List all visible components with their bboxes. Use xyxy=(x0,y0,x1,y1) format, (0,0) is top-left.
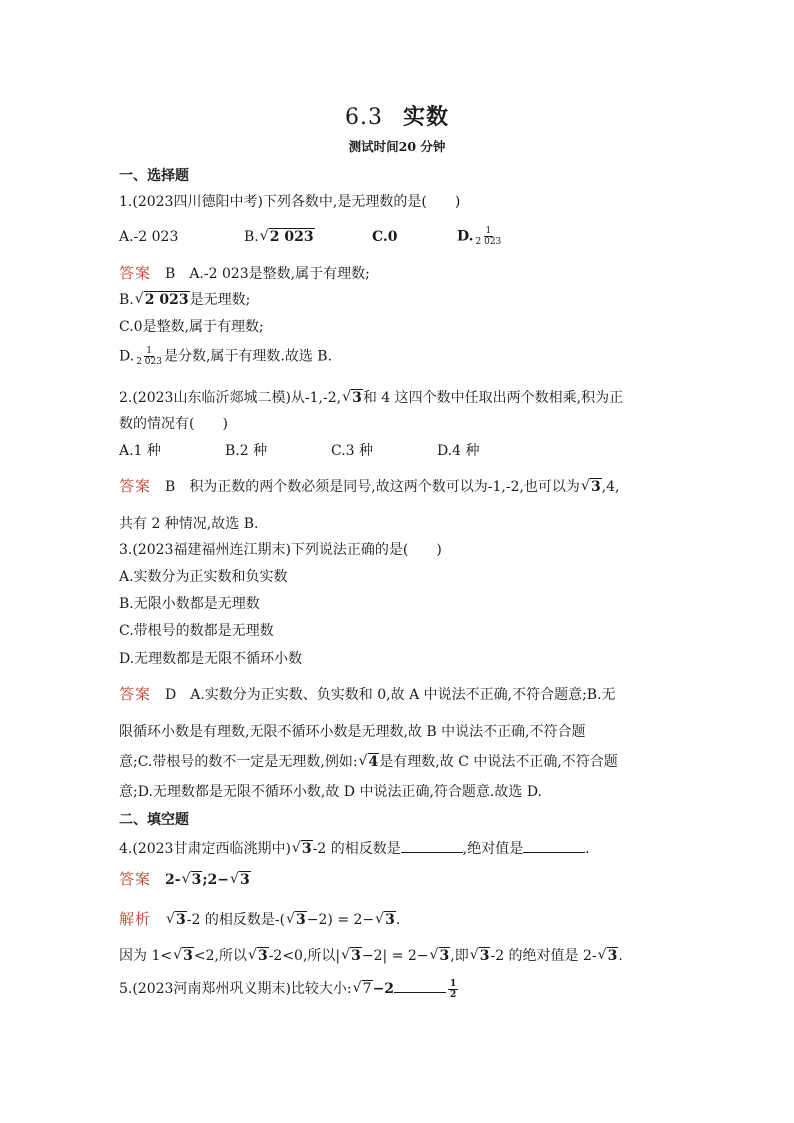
q4-analysis-line1 xyxy=(119,909,400,930)
sqrt-symbol xyxy=(248,946,269,966)
q1-answer-line4 xyxy=(119,346,332,367)
sqrt-symbol xyxy=(581,477,602,497)
q2-answer xyxy=(119,476,620,497)
q2-stem-part-b: 和 4 这四个数中任取出两个数相乘,积为正 xyxy=(362,390,624,406)
title-text: 实数 xyxy=(402,104,449,130)
radicand: 4 xyxy=(368,754,379,770)
q2-option-a: A.1 种 xyxy=(119,443,161,459)
q3-answer-line1: A.实数分为正实数、负实数和 0,故 A 中说法不正确,不符合题意;B.无 xyxy=(190,687,616,703)
fraction-denominator: 2 023 xyxy=(475,237,502,247)
fraction xyxy=(136,346,162,367)
sqrt-symbol xyxy=(260,227,315,247)
q1-option-c: C.0 xyxy=(372,228,398,245)
q1-answer-line3: C.0是整数,属于有理数; xyxy=(119,319,264,335)
radicand: 3 xyxy=(176,912,186,928)
q4-analysis-line2 xyxy=(119,946,623,966)
q4-analysis-part-a: -2 的相反数是-( xyxy=(186,912,286,928)
answer-label: 答案 xyxy=(119,477,152,495)
page-title xyxy=(0,100,794,131)
q3-answer-line2: 限循环小数是有理数,无限不循环小数是无理数,故 B 中说法不正确,不符合题 xyxy=(119,724,586,740)
radicand: 3 xyxy=(479,948,490,964)
q2-answer-part-b: ,4, xyxy=(601,479,620,495)
sqrt-symbol xyxy=(341,946,362,966)
sqrt-symbol xyxy=(342,388,363,408)
q3-option-d: D.无理数都是无限不循环小数 xyxy=(119,651,303,667)
q4-analysis-l2-d: −2| = 2− xyxy=(361,948,429,964)
q1-option-a: A.-2 023 xyxy=(119,228,179,245)
q5-stem-part-a: 5.(2023河南郑州巩义期末)比较大小: xyxy=(119,981,352,997)
q1-stem: 1.(2023四川德阳中考)下列各数中,是无理数的是( ) xyxy=(119,194,461,210)
q4-analysis-l2-a: 因为 1< xyxy=(119,948,173,964)
q3-answer xyxy=(119,684,616,705)
sqrt-symbol xyxy=(359,752,380,772)
q1-answer-line2 xyxy=(119,290,250,310)
sqrt-symbol xyxy=(598,946,619,966)
sqrt-symbol xyxy=(430,946,451,966)
sqrt-symbol xyxy=(375,910,396,930)
q1-option-b-radicand: 2 023 xyxy=(269,228,314,245)
q3-option-b: B.无限小数都是无理数 xyxy=(119,596,260,612)
fraction-numerator: 1 xyxy=(485,226,492,236)
q2-option-c: C.3 种 xyxy=(331,443,374,459)
radicand: 3 xyxy=(351,948,361,964)
section-heading-choice: 一、选择题 xyxy=(119,168,189,184)
q2-answer-part-a: 积为正数的两个数必须是同号,故这两个数可以为-1,-2,也可以为 xyxy=(189,479,580,495)
q1-answer-line2-prefix: B. xyxy=(119,292,134,308)
answer-blank-2[interactable] xyxy=(523,838,585,853)
q4-analysis-l2-g: . xyxy=(618,948,623,964)
answer-label: 答案 xyxy=(119,685,152,703)
q1-answer-line2-suffix: 是无理数; xyxy=(189,292,251,308)
q3-answer-line3-b: 是有理数,故 C 中说法不正确,不符合题 xyxy=(379,754,618,770)
q1-options xyxy=(119,226,503,247)
q1-option-d xyxy=(457,226,503,247)
fraction xyxy=(476,226,502,247)
q1-answer xyxy=(119,263,370,284)
q2-stem-line2: 数的情况有( ) xyxy=(119,416,228,432)
q4-stem-part-d: . xyxy=(585,841,590,857)
q1-option-d-prefix: D. xyxy=(457,228,474,245)
fraction-denominator: 2 023 xyxy=(136,357,162,367)
fraction-numerator: 1 xyxy=(450,978,457,989)
radicand: 3 xyxy=(239,872,250,888)
q1-answer-line1: A.-2 023是整数,属于有理数; xyxy=(189,266,370,282)
q4-analysis-part-b: −2) = 2− xyxy=(306,912,375,928)
fraction xyxy=(448,979,458,1000)
q4-stem-part-c: ,绝对值是 xyxy=(462,841,524,857)
sqrt-symbol xyxy=(173,946,194,966)
q3-answer-line3 xyxy=(119,752,618,772)
answer-blank-compare[interactable] xyxy=(394,978,446,993)
answer-blank-1[interactable] xyxy=(401,838,463,853)
sqrt-symbol xyxy=(166,910,187,930)
fraction-numerator: 1 xyxy=(146,346,152,356)
sqrt-symbol xyxy=(135,290,190,310)
q2-answer-line2: 共有 2 种情况,故选 B. xyxy=(119,516,259,532)
q4-analysis-l2-c: -2<0,所以| xyxy=(268,948,341,964)
radicand: 3 xyxy=(257,948,268,964)
q4-stem-part-a: 4.(2023甘肃定西临洮期中) xyxy=(119,841,291,857)
q5-stem xyxy=(119,978,460,1000)
radicand: 3 xyxy=(385,912,395,928)
q3-stem: 3.(2023福建福州连江期末)下列说法正确的是( ) xyxy=(119,542,442,558)
analysis-label: 解析 xyxy=(119,910,152,928)
q2-option-b: B.2 种 xyxy=(225,443,268,459)
section-heading-fill: 二、填空题 xyxy=(119,812,189,828)
radicand: 3 xyxy=(590,479,601,495)
q2-options xyxy=(119,441,480,461)
radicand: 3 xyxy=(183,948,193,964)
q2-stem-part-a: 2.(2023山东临沂郯城二模)从-1,-2, xyxy=(119,390,342,406)
radicand: 3 xyxy=(296,912,306,928)
q2-answer-letter: B xyxy=(165,479,176,495)
q3-answer-line4: 意;D.无理数都是无限不循环小数,故 D 中说法正确,符合题意.故选 D. xyxy=(119,784,542,800)
q4-analysis-l2-b: <2,所以 xyxy=(193,948,247,964)
q5-stem-part-b: −2 xyxy=(372,981,395,997)
answer-label: 答案 xyxy=(119,264,152,282)
q1-option-b xyxy=(244,227,372,247)
q2-stem-line1 xyxy=(119,388,623,408)
q3-answer-line3-a: 意;C.带根号的数不一定是无理数,例如: xyxy=(119,754,358,770)
q3-option-c: C.带根号的数都是无理数 xyxy=(119,623,274,639)
radicand: 3 xyxy=(191,872,202,888)
q4-analysis-part-c: . xyxy=(395,912,401,928)
q4-stem xyxy=(119,838,590,859)
fraction-denominator: 2 xyxy=(450,989,457,1000)
sqrt-symbol xyxy=(292,839,313,859)
section-number: 6.3 xyxy=(344,105,383,130)
test-time: 测试时间20 分钟 xyxy=(348,139,446,154)
sqrt-symbol xyxy=(230,870,251,890)
q1-answer-line4-suffix: 是分数,属于有理数.故选 B. xyxy=(163,348,333,365)
q1-answer-line4-prefix: D. xyxy=(119,348,135,365)
q4-analysis-l2-e: ,即 xyxy=(450,948,469,964)
radicand: 3 xyxy=(607,948,618,964)
q4-answer-part-a: 2- xyxy=(165,872,181,888)
radicand: 3 xyxy=(439,948,450,964)
q3-answer-letter: D xyxy=(165,687,177,703)
sqrt-symbol xyxy=(286,910,307,930)
q4-stem-part-b: -2 的相反数是 xyxy=(312,841,401,857)
radicand: 7 xyxy=(362,981,372,997)
sqrt-symbol xyxy=(470,946,491,966)
radicand: 3 xyxy=(301,841,312,857)
q4-analysis-l2-f: -2 的绝对值是 2- xyxy=(490,948,597,964)
q2-option-d: D.4 种 xyxy=(437,443,480,459)
q3-option-a: A.实数分为正实数和负实数 xyxy=(119,569,288,585)
q1-option-b-prefix: B. xyxy=(244,228,259,245)
answer-label: 答案 xyxy=(119,870,152,888)
sqrt-symbol xyxy=(353,979,373,999)
q4-answer-part-b: ;2− xyxy=(202,872,229,888)
q4-answer xyxy=(119,869,251,890)
sqrt-symbol xyxy=(182,870,203,890)
radicand: 3 xyxy=(352,390,362,406)
radicand: 2 023 xyxy=(144,292,189,308)
q1-answer-letter: B xyxy=(165,266,176,282)
